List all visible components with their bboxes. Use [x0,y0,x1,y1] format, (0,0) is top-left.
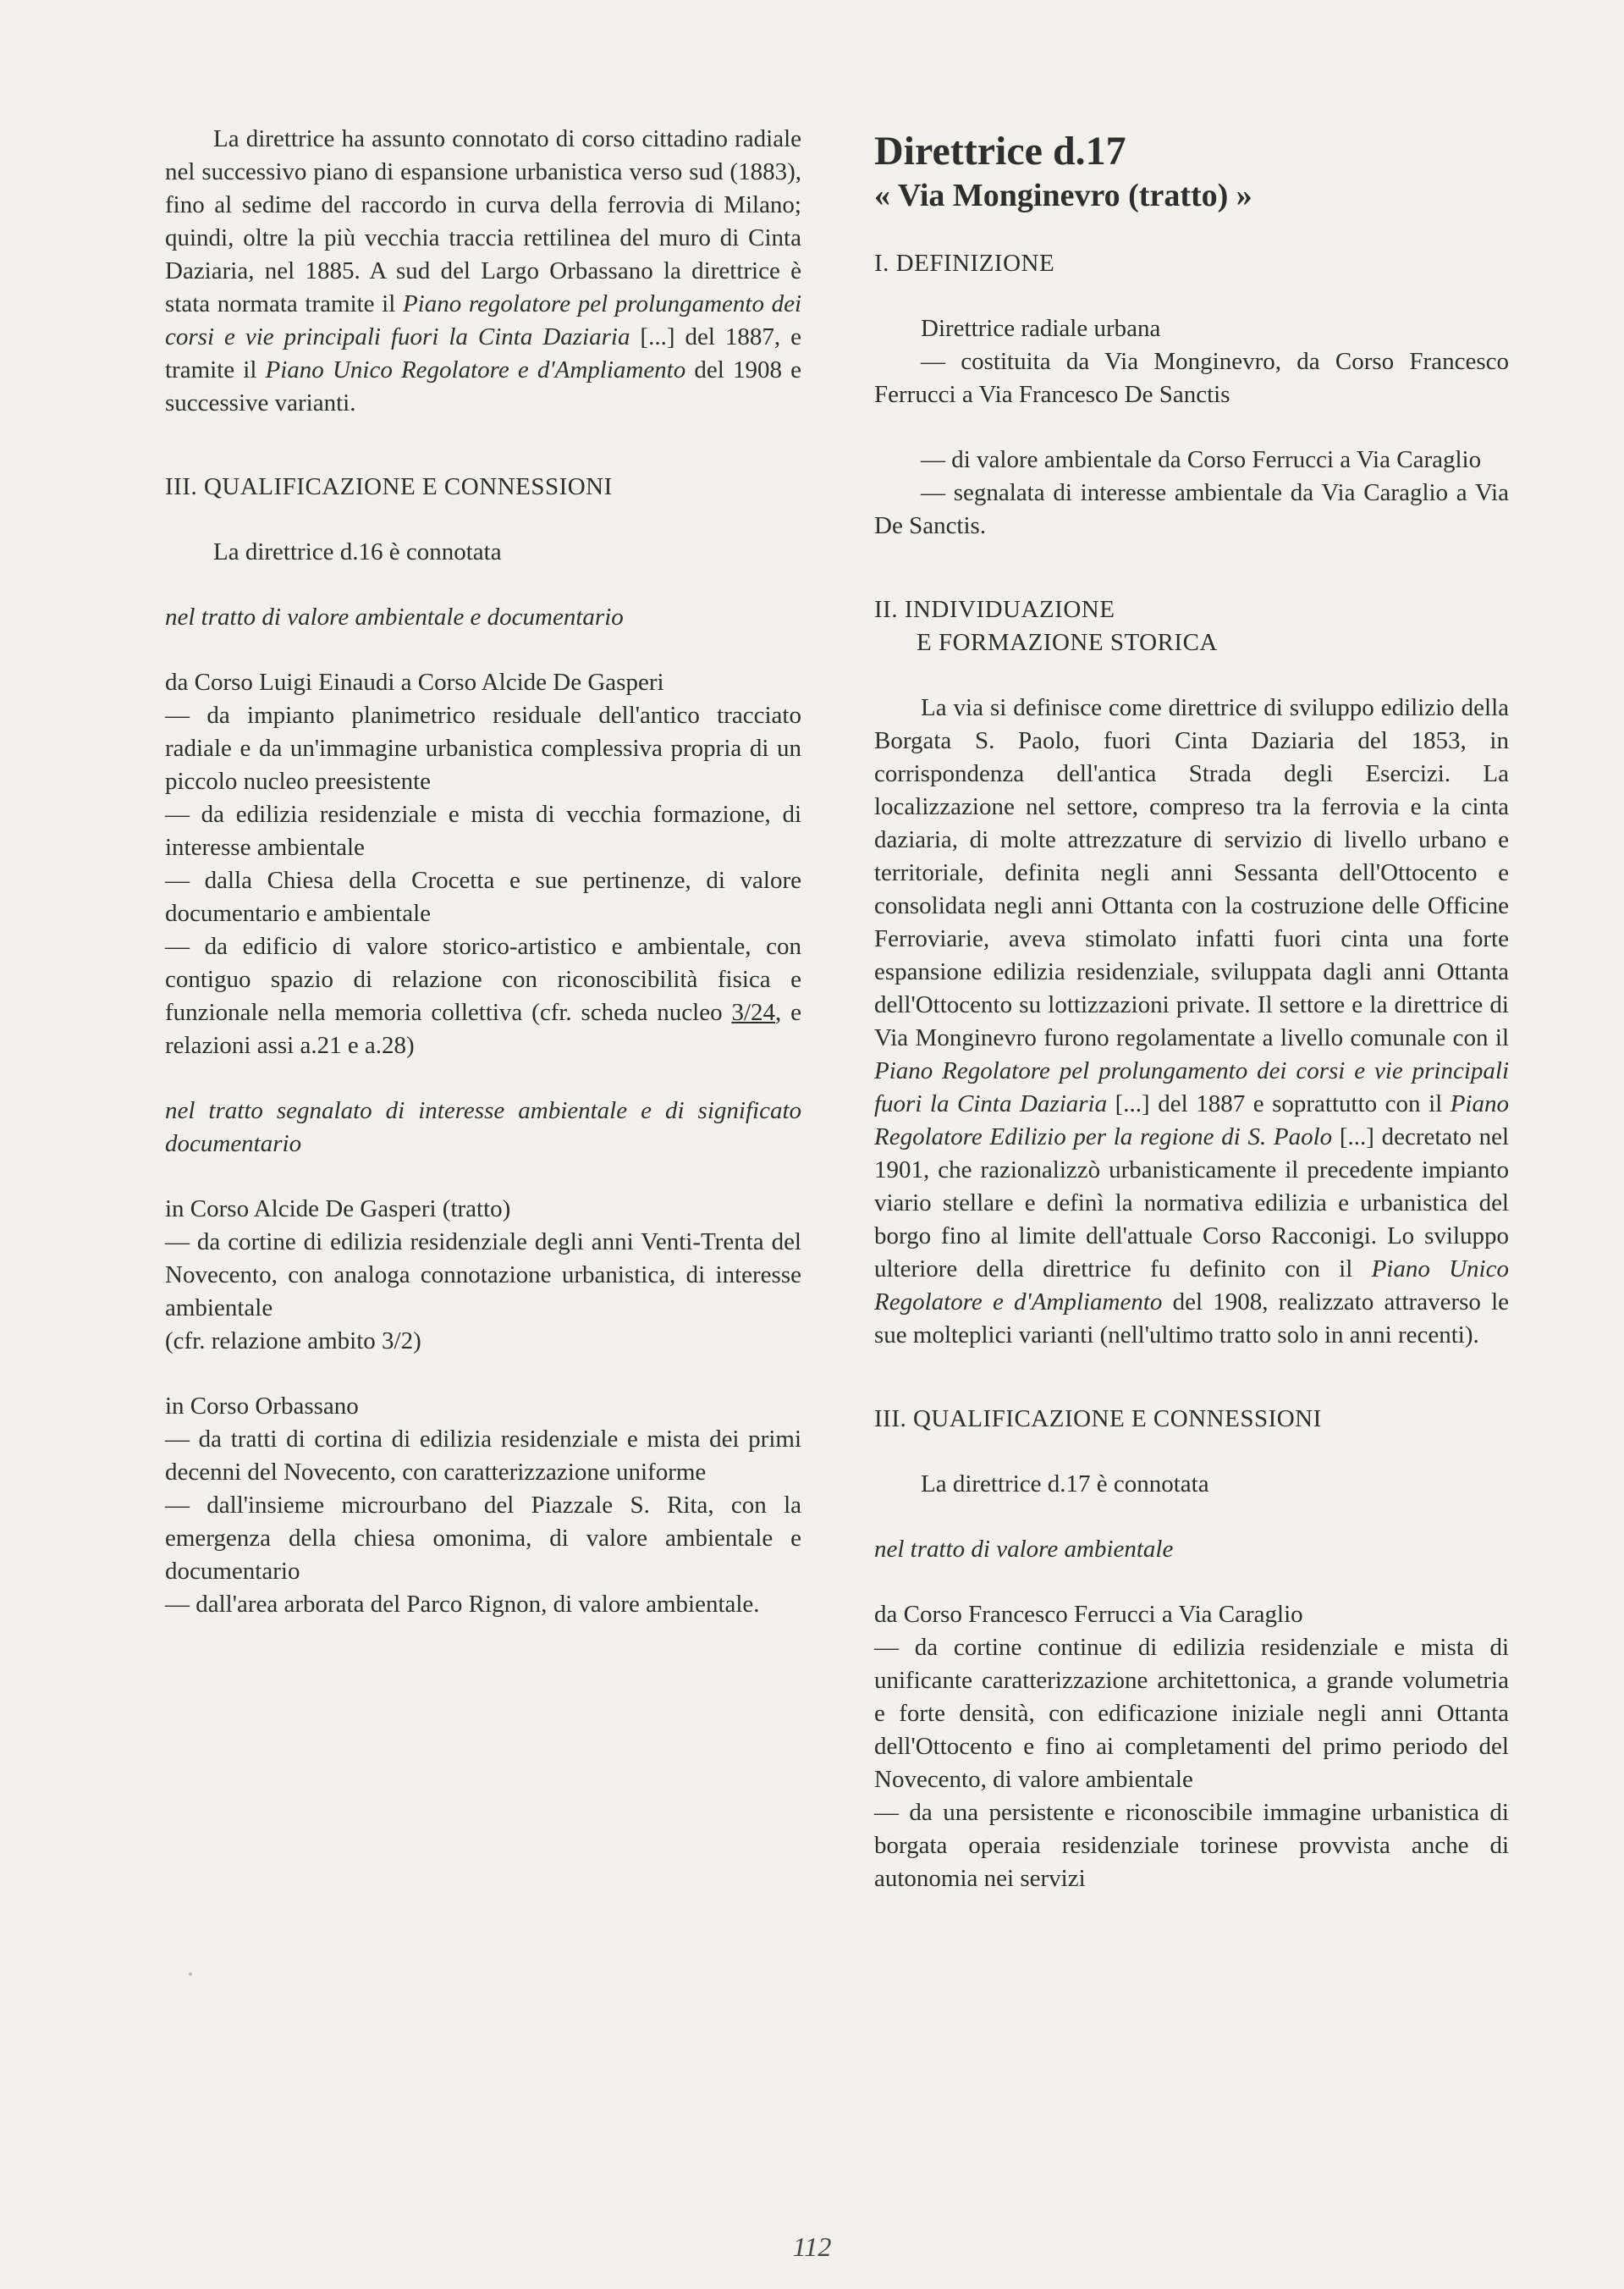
section-heading-individuazione-line2: E FORMAZIONE STORICA [917,629,1218,656]
tratto-heading: nel tratto di valore ambientale e documentario [165,604,624,631]
tratto-heading: nel tratto segnalato di interesse ambientale e di significato documentario [165,1097,801,1157]
location-line: in Corso Orbassano [165,1393,359,1420]
left-column [165,123,801,1621]
bullet-item: — da cortine di edilizia residenziale degli anni Venti-Trenta del Novecento, con analoga connotazione urbanistica, di interesse ambientale [165,1228,801,1321]
page-subtitle: « Via Monginevro (tratto) » [874,178,1252,213]
bullet-item: — da una persistente e riconoscibile immagine urbanistica di borgata operaia residenziale torinese provvista anche di autonomia nei servizi [874,1799,1509,1892]
paper-speck [189,1972,192,1976]
bullet-item: — da edilizia residenziale e mista di vecchia formazione, di interesse ambientale [165,801,801,861]
reference-line: (cfr. relazione ambito 3/2) [165,1327,421,1354]
section-heading-qualificazione: III. QUALIFICAZIONE E CONNESSIONI [874,1405,1322,1432]
tratto-heading: nel tratto di valore ambientale [874,1536,1174,1563]
definition-item: — costituita da Via Monginevro, da Corso Francesco Ferrucci a Via Francesco De Sanctis [874,348,1509,408]
paragraph-formazione-storica: La via si definisce come direttrice di sviluppo edilizio della Borgata S. Paolo, fuori Cinta Daziaria del 1853, in corrispondenza dell'antica Strada degli Esercizi. La localizzazione nel settore, compreso tra la ferrovia e la cinta daziaria, di molte attrezzature di servizio di livello urbano e territoriale, definita negli anni Sessanta dell'Ottocento e consolidata negli anni Ottanta con la costruzione delle Officine Ferroviarie, aveva stimolato infatti fuori cinta una forte espansione edilizia residenziale, sviluppata dagli anni Ottanta dell'Ottocento su lottizzazioni private. Il settore e la direttrice di Via Monginevro furono regolamentate a livello comunale con il Piano Regolatore pel prolungamento dei corsi e vie principali fuori la Cinta Daziaria [...] del 1887 e soprattutto con il Piano Regolatore Edilizio per la regione di S. Paolo [...] decretato nel 1901, che razionalizzò urbanisticamente il precedente impianto viario stellare e definì la normativa edilizia e urbanistica del borgo fino al limite dell'attuale Corso Racconigi. Lo sviluppo ulteriore della direttrice fu definito con il Piano Unico Regolatore e d'Ampliamento del 1908, realizzato attraverso le sue molteplici varianti (nell'ultimo tratto solo in anni recenti). [874,694,1510,1349]
bullet-item: — dall'insieme microurbano del Piazzale S. Rita, con la emergenza della chiesa omonima, di valore ambientale e documentario [165,1492,801,1585]
location-line: da Corso Luigi Einaudi a Corso Alcide De Gasperi [165,669,664,696]
section-heading-definizione: I. DEFINIZIONE [874,250,1055,277]
intro-line: La direttrice d.17 è connotata [921,1470,1209,1498]
location-line: da Corso Francesco Ferrucci a Via Caraglio [874,1601,1303,1628]
definition-line: Direttrice radiale urbana [921,315,1161,342]
bullet-item: — da impianto planimetrico residuale dell'antico tracciato radiale e da un'immagine urbanistica complessiva propria di un piccolo nucleo preesistente [165,702,801,795]
definition-item: — segnalata di interesse ambientale da Via Caraglio a Via De Sanctis. [874,479,1509,539]
paragraph-history-continued: La direttrice ha assunto connotato di corso cittadino radiale nel successivo piano di espansione urbanistica verso sud (1883), fino al sedime del raccordo in curva della ferrovia di Milano; quindi, oltre la più vecchia traccia rettilinea del muro di Cinta Daziaria, nel 1885. A sud del Largo Orbassano la direttrice è stata normata tramite il Piano regolatore pel prolungamento dei corsi e vie principali fuori la Cinta Daziaria [...] del 1887, e tramite il Piano Unico Regolatore e d'Ampliamento del 1908 e successive varianti. [165,125,802,416]
right-column [874,127,1509,1895]
bullet-item: — dalla Chiesa della Crocetta e sue pertinenze, di valore documentario e ambientale [165,867,801,927]
definition-item: — di valore ambientale da Corso Ferrucci a Via Caraglio [921,446,1482,473]
section-heading-qualificazione: III. QUALIFICAZIONE E CONNESSIONI [165,473,613,500]
location-line: in Corso Alcide De Gasperi (tratto) [165,1195,511,1222]
section-heading-individuazione: II. INDIVIDUAZIONE [874,596,1115,623]
page-title: Direttrice d.17 [874,129,1126,174]
bullet-item: — da tratti di cortina di edilizia residenziale e mista dei primi decenni del Novecento, con caratterizzazione uniforme [165,1426,801,1486]
bullet-item: — da edificio di valore storico-artistico e ambientale, con contiguo spazio di relazione con riconoscibilità fisica e funzionale nella memoria collettiva (cfr. scheda nucleo 3/24, e relazioni assi a.21 e a.28) [165,933,801,1059]
bullet-item: — dall'area arborata del Parco Rignon, di valore ambientale. [165,1591,760,1618]
page-number: 112 [792,2231,832,2262]
bullet-item: — da cortine continue di edilizia residenziale e mista di unificante caratterizzazione architettonica, a grande volumetria e forte densità, con edificazione iniziale negli anni Ottanta dell'Ottocento e fino ai completamenti del primo periodo del Novecento, di valore ambientale [874,1634,1509,1793]
intro-line: La direttrice d.16 è connotata [213,538,502,565]
